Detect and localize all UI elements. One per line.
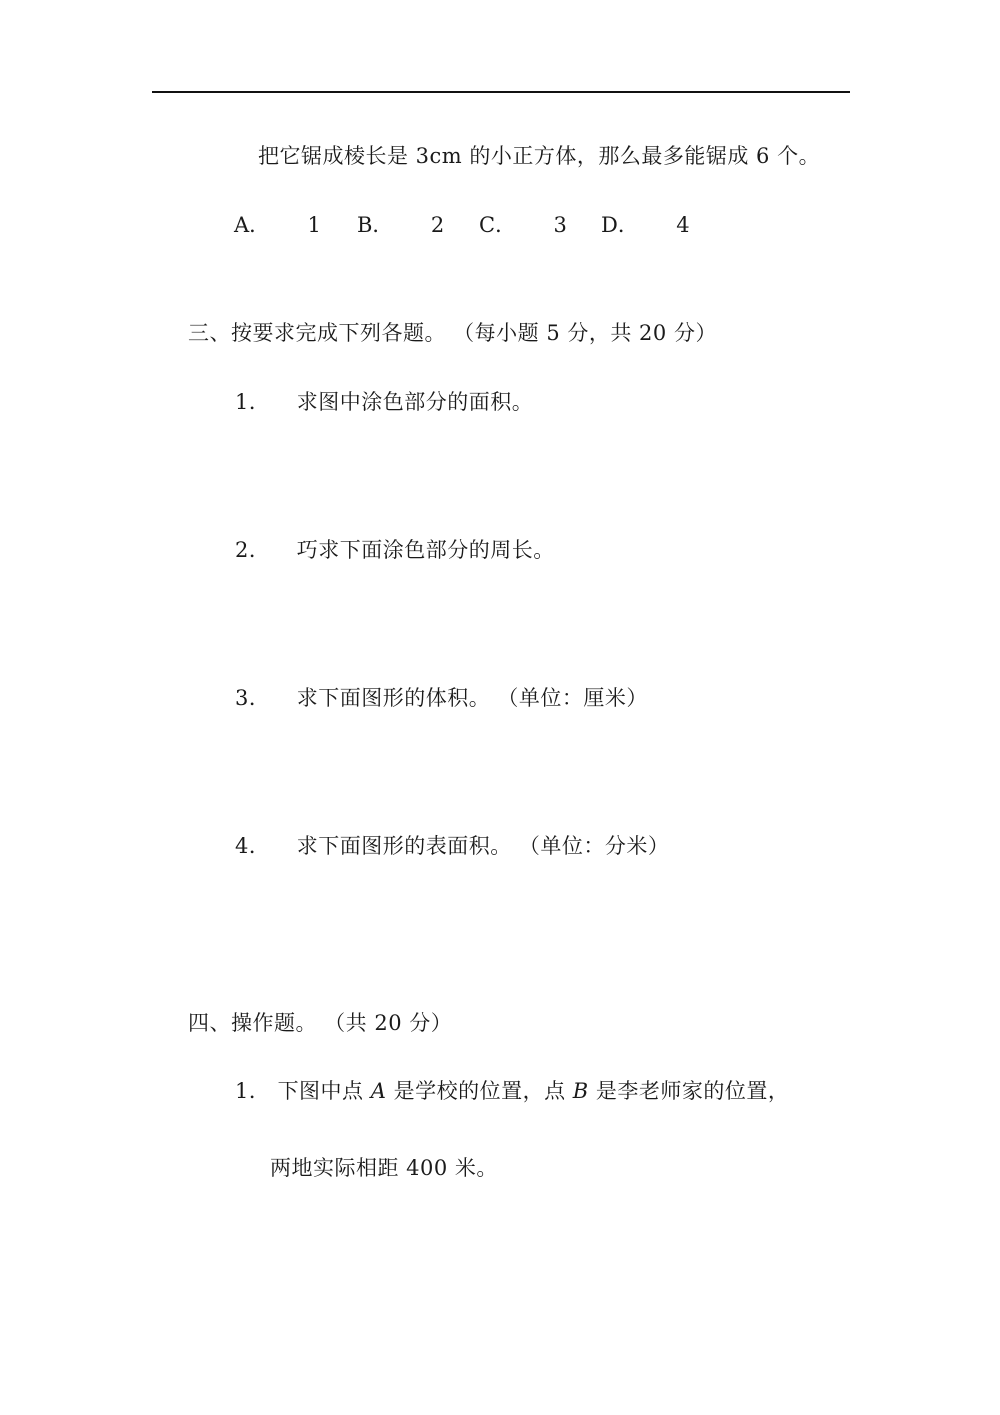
point-b-label: B — [572, 1079, 589, 1103]
option-b — [357, 210, 444, 240]
option-label: C． — [479, 213, 517, 237]
header-rule — [152, 91, 850, 93]
option-a — [234, 210, 321, 240]
item-number: 1． — [235, 390, 271, 414]
option-c — [479, 210, 567, 240]
question-text-part: 下图中点 — [277, 1079, 371, 1103]
option-label: A． — [234, 213, 271, 237]
section-3-item-1 — [235, 387, 533, 417]
question-text-part: 是李老师家的位置， — [595, 1079, 790, 1103]
option-d — [601, 210, 690, 240]
item-text: 求下面图形的表面积。 （单位：分米） — [296, 834, 670, 858]
item-number: 1． — [235, 1079, 271, 1103]
option-value: 4 — [676, 213, 690, 237]
item-number: 3． — [235, 686, 271, 710]
section-3-item-3 — [235, 683, 648, 713]
section-4-heading: 四、操作题。 （共 20 分） — [188, 1011, 453, 1035]
section-3-item-2 — [235, 535, 555, 565]
option-label: B． — [357, 213, 394, 237]
point-a-label: A — [370, 1079, 387, 1103]
section-4-question-1-line-2: 两地实际相距 400 米。 — [270, 1156, 498, 1180]
item-number: 2． — [235, 538, 271, 562]
section-3-heading: 三、按要求完成下列各题。 （每小题 5 分，共 20 分） — [188, 321, 717, 345]
section-4-question-1 — [235, 1076, 789, 1106]
question-text-part: 是学校的位置，点 — [393, 1079, 573, 1103]
item-text: 求图中涂色部分的面积。 — [296, 390, 534, 414]
option-value: 3 — [553, 213, 567, 237]
option-label: D． — [601, 213, 639, 237]
section-3-item-4 — [235, 831, 669, 861]
item-text: 求下面图形的体积。 （单位：厘米） — [296, 686, 648, 710]
option-value: 1 — [307, 213, 321, 237]
option-value: 2 — [430, 213, 445, 237]
item-number: 4． — [235, 834, 271, 858]
question-continuation: 把它锯成棱长是 3cm 的小正方体，那么最多能锯成 6 个。 — [258, 144, 821, 168]
item-text: 巧求下面涂色部分的周长。 — [296, 538, 555, 562]
